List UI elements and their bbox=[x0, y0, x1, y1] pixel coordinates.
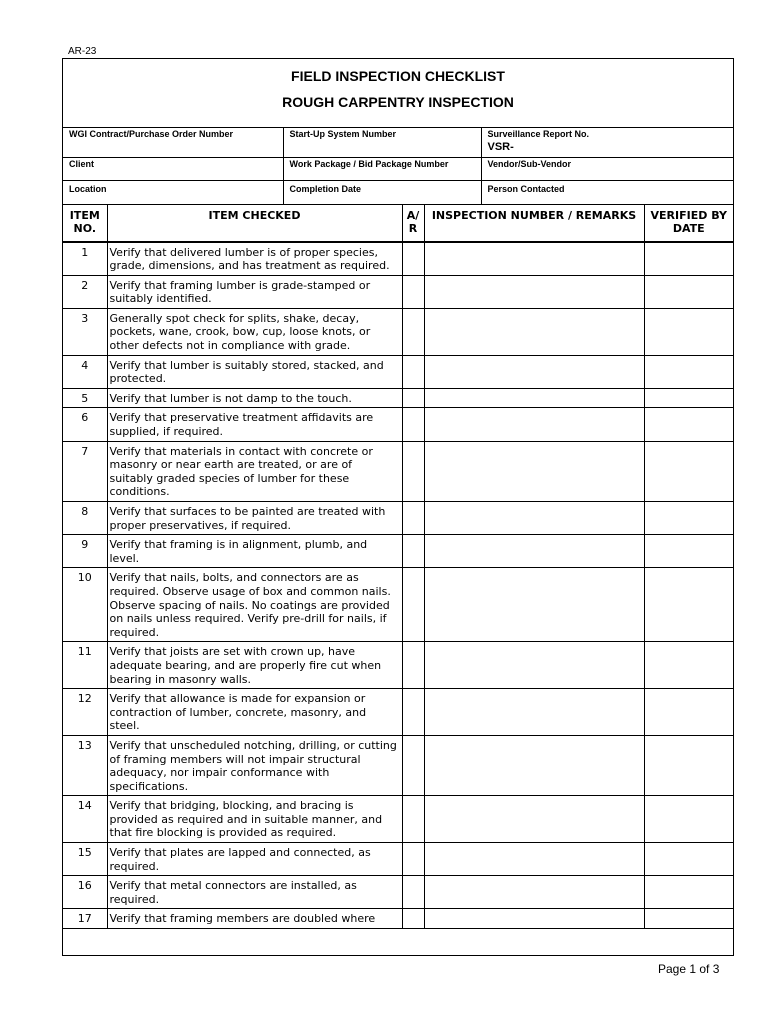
person-contacted-label: Person Contacted bbox=[487, 183, 565, 194]
ar-cell[interactable] bbox=[402, 843, 424, 876]
table-row bbox=[63, 843, 733, 876]
col-verified: VERIFIED BY DATE bbox=[644, 205, 733, 242]
verified-cell[interactable] bbox=[644, 535, 733, 568]
remarks-cell[interactable] bbox=[424, 689, 644, 736]
item-text: Verify that framing is in alignment, plumb, and level. bbox=[107, 535, 402, 568]
item-number: 10 bbox=[63, 568, 107, 642]
location-label: Location bbox=[69, 183, 107, 194]
table-row bbox=[63, 909, 733, 929]
item-text: Verify that unscheduled notching, drilling, or cutting of framing members will not impair structural adequacy, nor impair conformance with specifications. bbox=[107, 735, 402, 795]
item-number: 8 bbox=[63, 502, 107, 535]
verified-cell[interactable] bbox=[644, 242, 733, 276]
table-row bbox=[63, 408, 733, 441]
remarks-cell[interactable] bbox=[424, 909, 644, 929]
ar-cell[interactable] bbox=[402, 408, 424, 441]
verified-cell[interactable] bbox=[644, 568, 733, 642]
completion-date-label: Completion Date bbox=[289, 183, 362, 194]
item-text: Verify that allowance is made for expansion or contraction of lumber, concrete, masonry, and steel. bbox=[107, 689, 402, 736]
ar-cell[interactable] bbox=[402, 568, 424, 642]
item-number: 4 bbox=[63, 355, 107, 388]
remarks-cell[interactable] bbox=[424, 242, 644, 276]
remarks-cell[interactable] bbox=[424, 355, 644, 388]
table-row bbox=[63, 876, 733, 909]
table-row bbox=[63, 796, 733, 843]
table-row bbox=[63, 242, 733, 276]
remarks-cell[interactable] bbox=[424, 535, 644, 568]
verified-cell[interactable] bbox=[644, 355, 733, 388]
item-text: Verify that lumber is suitably stored, stacked, and protected. bbox=[107, 355, 402, 388]
remarks-cell[interactable] bbox=[424, 642, 644, 689]
surveillance-report-label: Surveillance Report No. bbox=[487, 129, 590, 139]
item-text: Verify that preservative treatment affidavits are supplied, if required. bbox=[107, 408, 402, 441]
ar-cell[interactable] bbox=[402, 308, 424, 355]
checklist-table bbox=[63, 205, 733, 930]
item-text: Verify that metal connectors are installed, as required. bbox=[107, 876, 402, 909]
table-row bbox=[63, 568, 733, 642]
ar-cell[interactable] bbox=[402, 642, 424, 689]
ar-cell[interactable] bbox=[402, 275, 424, 308]
item-text: Verify that framing members are doubled where bbox=[107, 909, 402, 929]
ar-cell[interactable] bbox=[402, 535, 424, 568]
item-number: 13 bbox=[63, 735, 107, 795]
table-row bbox=[63, 308, 733, 355]
item-text: Verify that plates are lapped and connected, as required. bbox=[107, 843, 402, 876]
ar-cell[interactable] bbox=[402, 502, 424, 535]
form-code: AR-23 bbox=[68, 46, 97, 57]
ar-cell[interactable] bbox=[402, 355, 424, 388]
work-package-field[interactable] bbox=[283, 157, 481, 180]
remarks-cell[interactable] bbox=[424, 275, 644, 308]
table-row bbox=[63, 275, 733, 308]
item-number: 16 bbox=[63, 876, 107, 909]
col-ar: A/ R bbox=[402, 205, 424, 242]
verified-cell[interactable] bbox=[644, 308, 733, 355]
form-subtitle: ROUGH CARPENTRY INSPECTION bbox=[282, 94, 514, 110]
remarks-cell[interactable] bbox=[424, 843, 644, 876]
remarks-cell[interactable] bbox=[424, 441, 644, 501]
item-text: Verify that joists are set with crown up, have adequate bearing, and are properly fire cut when bearing in masonry walls. bbox=[107, 642, 402, 689]
vendor-field[interactable] bbox=[481, 157, 733, 180]
remarks-cell[interactable] bbox=[424, 568, 644, 642]
item-number: 11 bbox=[63, 642, 107, 689]
table-row bbox=[63, 355, 733, 388]
person-contacted-field[interactable] bbox=[481, 180, 733, 204]
inspection-form bbox=[62, 58, 734, 956]
remarks-cell[interactable] bbox=[424, 796, 644, 843]
ar-cell[interactable] bbox=[402, 909, 424, 929]
verified-cell[interactable] bbox=[644, 876, 733, 909]
item-number: 15 bbox=[63, 843, 107, 876]
item-text: Verify that bridging, blocking, and bracing is provided as required and in suitable manner, and that fire blocking is provided as required. bbox=[107, 796, 402, 843]
table-row bbox=[63, 689, 733, 736]
item-number: 2 bbox=[63, 275, 107, 308]
ar-cell[interactable] bbox=[402, 689, 424, 736]
verified-cell[interactable] bbox=[644, 796, 733, 843]
remarks-cell[interactable] bbox=[424, 308, 644, 355]
item-text: Verify that surfaces to be painted are treated with proper preservatives, if required. bbox=[107, 502, 402, 535]
col-item-no: ITEM NO. bbox=[63, 205, 107, 242]
verified-cell[interactable] bbox=[644, 689, 733, 736]
completion-date-field[interactable] bbox=[283, 180, 481, 204]
title-area bbox=[63, 59, 733, 128]
ar-cell[interactable] bbox=[402, 876, 424, 909]
work-package-label: Work Package / Bid Package Number bbox=[289, 158, 449, 169]
remarks-cell[interactable] bbox=[424, 388, 644, 408]
table-row bbox=[63, 642, 733, 689]
table-row bbox=[63, 502, 733, 535]
item-text: Verify that materials in contact with concrete or masonry or near earth are treated, or are of suitably graded species of lumber for these conditions. bbox=[107, 441, 402, 501]
item-number: 14 bbox=[63, 796, 107, 843]
startup-system-label: Start-Up System Number bbox=[289, 129, 397, 139]
verified-cell[interactable] bbox=[644, 642, 733, 689]
verified-cell[interactable] bbox=[644, 408, 733, 441]
contract-number-label: WGI Contract/Purchase Order Number bbox=[69, 129, 234, 139]
ar-cell[interactable] bbox=[402, 388, 424, 408]
item-number: 1 bbox=[63, 242, 107, 276]
item-number: 17 bbox=[63, 909, 107, 929]
table-row bbox=[63, 735, 733, 795]
item-text: Verify that delivered lumber is of proper species, grade, dimensions, and has treatment as required. bbox=[107, 242, 402, 276]
verified-cell[interactable] bbox=[644, 735, 733, 795]
item-number: 6 bbox=[63, 408, 107, 441]
item-text: Generally spot check for splits, shake, decay, pockets, wane, crook, bow, cup, loose knots, or other defects not in compliance with grade. bbox=[107, 308, 402, 355]
surveillance-report-value: VSR- bbox=[487, 141, 514, 153]
remarks-cell[interactable] bbox=[424, 502, 644, 535]
ar-cell[interactable] bbox=[402, 735, 424, 795]
item-text: Verify that lumber is not damp to the touch. bbox=[107, 388, 402, 408]
remarks-cell[interactable] bbox=[424, 735, 644, 795]
verified-cell[interactable] bbox=[644, 843, 733, 876]
item-number: 3 bbox=[63, 308, 107, 355]
remarks-cell[interactable] bbox=[424, 876, 644, 909]
item-text: Verify that nails, bolts, and connectors are as required. Observe usage of box and common nails. Observe spacing of nails. No coatings are provided on nails unless required. Verify pre-drill for nails, if required. bbox=[107, 568, 402, 642]
contract-number-field[interactable] bbox=[63, 128, 283, 157]
item-number: 7 bbox=[63, 441, 107, 501]
client-field[interactable] bbox=[63, 157, 283, 180]
verified-cell[interactable] bbox=[644, 502, 733, 535]
col-remarks: INSPECTION NUMBER / REMARKS bbox=[424, 205, 644, 242]
client-label: Client bbox=[69, 158, 95, 169]
item-number: 12 bbox=[63, 689, 107, 736]
item-number: 9 bbox=[63, 535, 107, 568]
ar-cell[interactable] bbox=[402, 441, 424, 501]
vendor-label: Vendor/Sub-Vendor bbox=[487, 158, 572, 169]
surveillance-report-field[interactable] bbox=[481, 128, 733, 157]
verified-cell[interactable] bbox=[644, 441, 733, 501]
location-field[interactable] bbox=[63, 180, 283, 204]
table-row bbox=[63, 388, 733, 408]
table-row bbox=[63, 535, 733, 568]
verified-cell[interactable] bbox=[644, 909, 733, 929]
startup-system-field[interactable] bbox=[283, 128, 481, 157]
col-item-checked: ITEM CHECKED bbox=[107, 205, 402, 242]
item-number: 5 bbox=[63, 388, 107, 408]
table-row bbox=[63, 441, 733, 501]
header-info-table bbox=[63, 128, 733, 205]
ar-cell[interactable] bbox=[402, 242, 424, 276]
item-text: Verify that framing lumber is grade-stamped or suitably identified. bbox=[107, 275, 402, 308]
ar-cell[interactable] bbox=[402, 796, 424, 843]
page-number: Page 1 of 3 bbox=[658, 962, 720, 976]
checklist-rows bbox=[63, 242, 733, 929]
form-title: FIELD INSPECTION CHECKLIST bbox=[291, 68, 505, 84]
remarks-cell[interactable] bbox=[424, 408, 644, 441]
verified-cell[interactable] bbox=[644, 388, 733, 408]
verified-cell[interactable] bbox=[644, 275, 733, 308]
